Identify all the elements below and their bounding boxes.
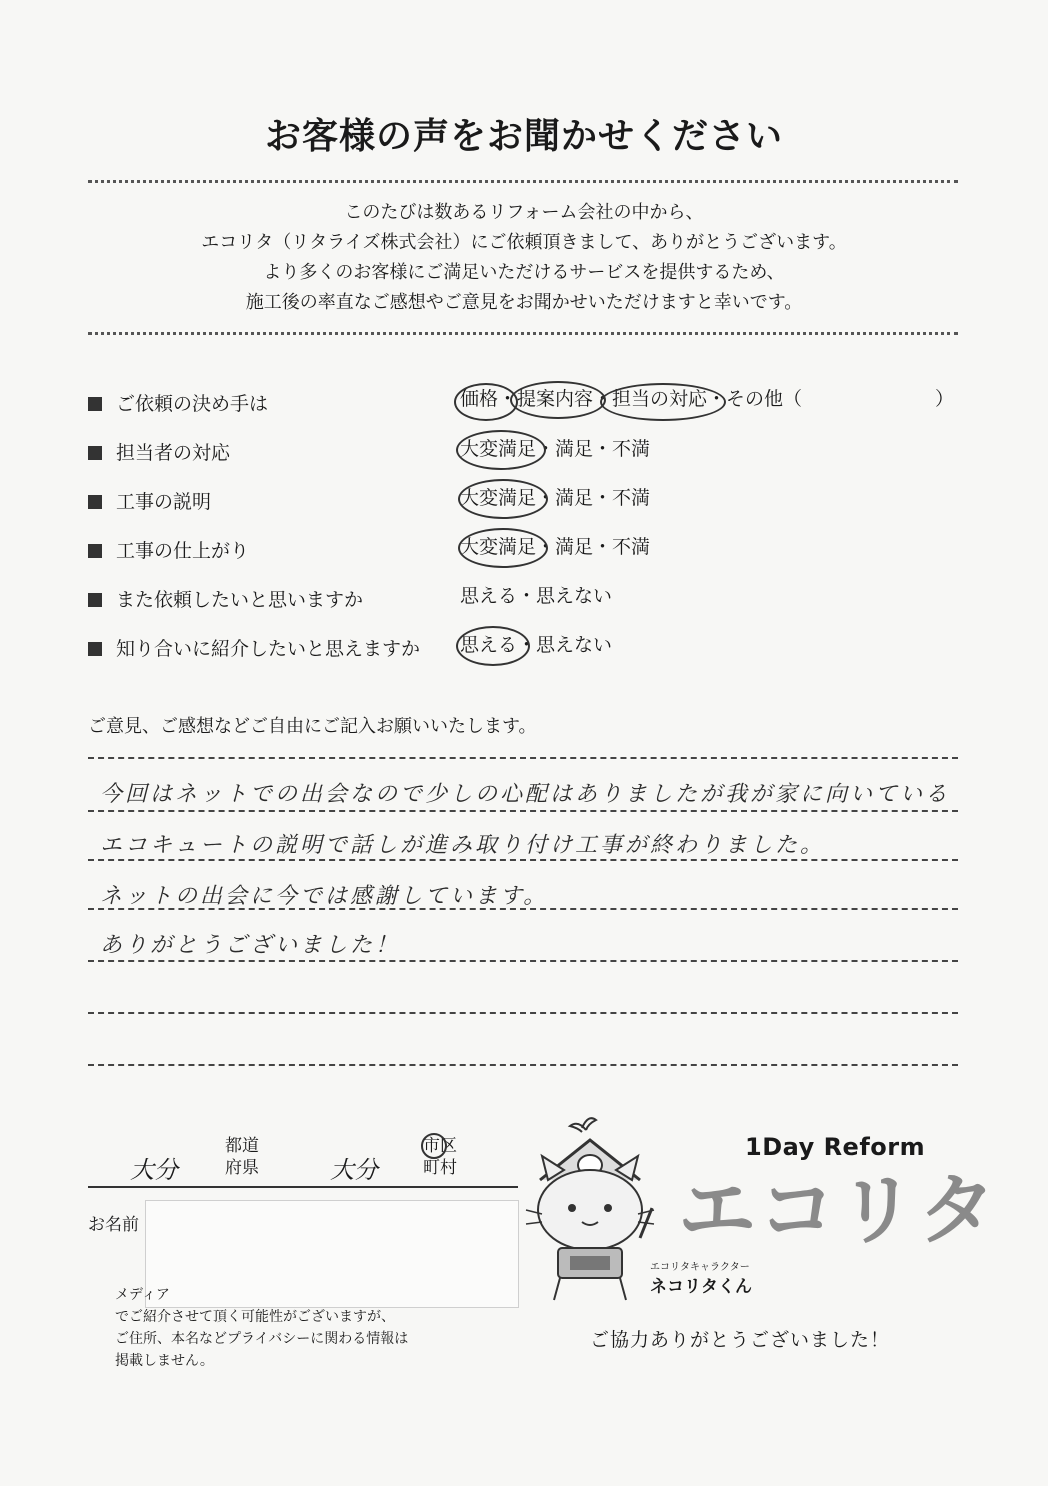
city-value: 大分 xyxy=(330,1156,378,1184)
bullet-square-icon xyxy=(88,446,102,460)
question-recommend: 知り合いに紹介したいと思えますか xyxy=(88,634,420,661)
answer-circle-proposal xyxy=(510,381,606,419)
intro-line-3: より多くのお客様にご満足いただけるサービスを提供するため、 xyxy=(263,262,785,283)
comment-line-6 xyxy=(88,1064,958,1066)
address-underline xyxy=(88,1186,518,1188)
options-work-explanation: 大変満足・満足・不満 xyxy=(460,487,651,509)
brand-logo: エコリタ xyxy=(678,1166,999,1256)
character-caption: エコリタキャラクター xyxy=(650,1262,750,1273)
comment-line-1 xyxy=(88,810,958,812)
character-name: ネコリタくん xyxy=(650,1277,752,1297)
question-staff-response: 担当者の対応 xyxy=(88,438,230,465)
handwritten-comment-3: ネットの出会に今では感謝しています。 xyxy=(100,884,549,909)
comment-line-0 xyxy=(88,757,958,759)
page-title: お客様の声をお聞かせください xyxy=(264,116,783,157)
answer-circle-staff xyxy=(600,383,726,421)
bullet-square-icon xyxy=(88,544,102,558)
options-request-again: 思える・思えない xyxy=(460,585,613,607)
answer-circle-explanation-very-satisfied xyxy=(458,479,548,519)
intro-line-2: エコリタ（リタライズ株式会社）にご依頼頂きまして、ありがとうございます。 xyxy=(201,232,847,253)
question-decision-factor: ご依頼の決め手は xyxy=(88,389,268,416)
question-work-finish: 工事の仕上がり xyxy=(88,536,249,563)
bullet-square-icon xyxy=(88,642,102,656)
bullet-square-icon xyxy=(88,397,102,411)
mascot-cat-illustration xyxy=(520,1110,670,1310)
prefecture-value: 大分 xyxy=(130,1156,178,1184)
comment-line-4 xyxy=(88,960,958,962)
handwritten-comment-1: 今回はネットでの出会なので少しの心配はありましたが我が家に向いている xyxy=(100,782,951,807)
city-circle xyxy=(421,1133,447,1159)
handwritten-comment-4: ありがとうございました！ xyxy=(100,933,401,958)
bullet-square-icon xyxy=(88,593,102,607)
city-suffix: 市区 町村 xyxy=(423,1136,457,1178)
answer-circle-recommend-yes xyxy=(456,626,530,666)
options-recommend: 思える・思えない xyxy=(460,634,613,656)
options-work-finish: 大変満足・満足・不満 xyxy=(460,536,651,558)
intro-line-4: 施工後の率直なご感想やご意見をお聞かせいただけますと幸いです。 xyxy=(245,292,803,313)
top-divider xyxy=(88,180,958,183)
handwritten-comment-2: エコキュートの説明で話しが進み取り付け工事が終わりました。 xyxy=(100,833,826,858)
comment-line-5 xyxy=(88,1012,958,1014)
thanks-message: ご協力ありがとうございました！ xyxy=(590,1329,891,1351)
answer-circle-staff-very-satisfied xyxy=(456,430,546,470)
options-decision-factor: 価格・提案内容・担当の対応・その他（ ） xyxy=(460,388,955,410)
comment-line-2 xyxy=(88,859,958,861)
intro-line-1: このたびは数あるリフォーム会社の中から、 xyxy=(344,202,704,223)
privacy-note: メディア でご紹介させて頂く可能性がございますが、 ご住所、本名などプライバシーに関わる情報は 掲載しません。 xyxy=(115,1287,409,1369)
question-work-explanation: 工事の説明 xyxy=(88,487,211,514)
answer-circle-finish-very-satisfied xyxy=(458,528,548,568)
intro-divider xyxy=(88,332,958,335)
name-label: お名前 xyxy=(88,1215,139,1235)
prefecture-suffix: 都道 府県 xyxy=(225,1136,259,1178)
answer-circle-price xyxy=(454,383,518,421)
brand-tagline: 1Day Reform xyxy=(745,1133,926,1161)
bullet-square-icon xyxy=(88,495,102,509)
question-request-again: また依頼したいと思いますか xyxy=(88,585,363,612)
options-staff-response: 大変満足・満足・不満 xyxy=(460,438,651,460)
free-comment-heading: ご意見、ご感想などご自由にご記入お願いいたします。 xyxy=(88,716,537,737)
